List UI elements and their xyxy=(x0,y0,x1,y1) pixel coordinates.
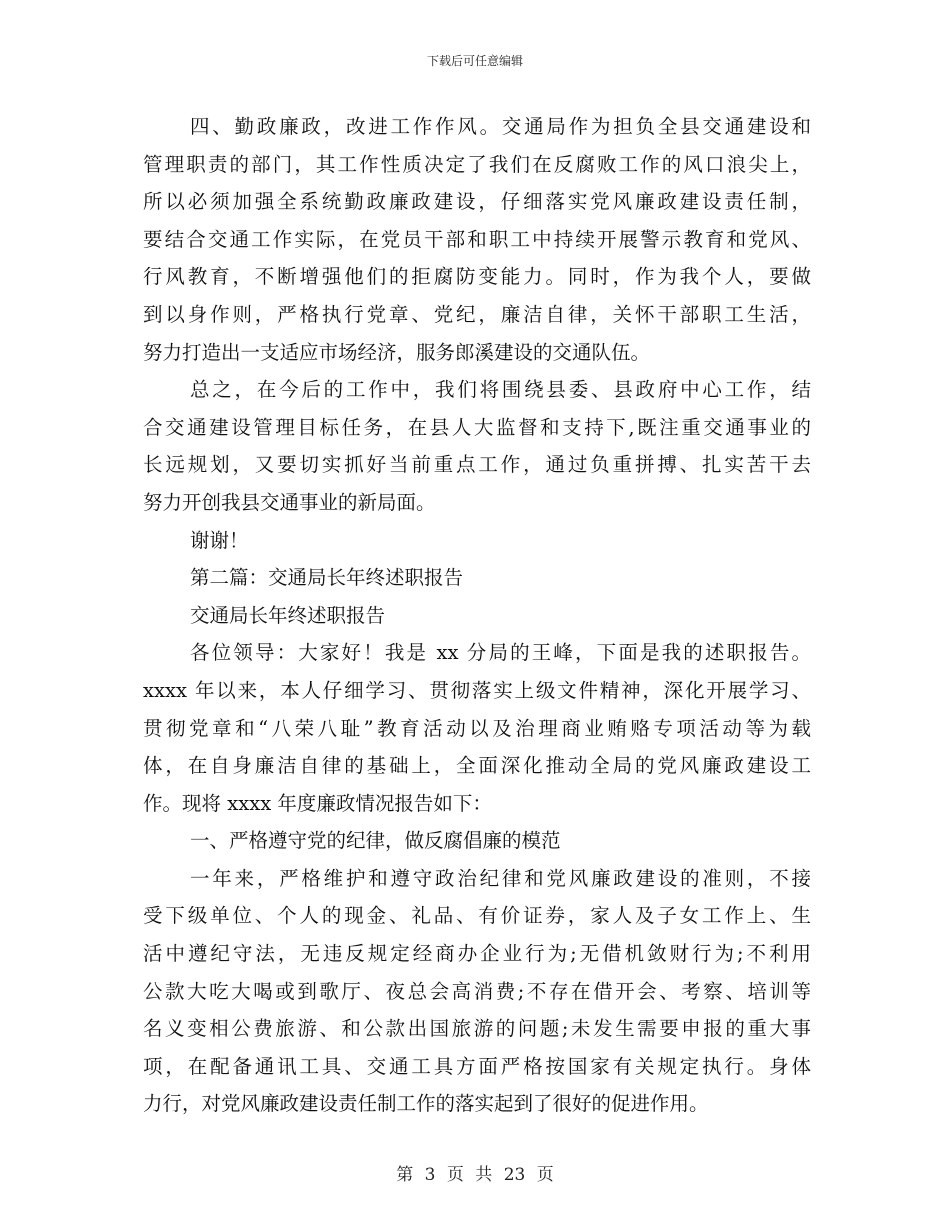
text-line: 作。现将 xxxx 年度廉政情况报告如下： xyxy=(143,791,492,815)
page-number: 第 3 页 共 23 页 xyxy=(396,1165,554,1185)
text-line: 名义变相公费旅游、和公款出国旅游的问题;未发生需要申报的重大事 xyxy=(143,1017,811,1041)
text-line: 谢谢！ xyxy=(190,528,249,552)
text-line: 努力打造出一支适应市场经济，服务郎溪建设的交通队伍。 xyxy=(143,340,651,364)
text-line: 合交通建设管理目标任务，在县人大监督和支持下,既注重交通事业的 xyxy=(143,415,811,439)
text-line: 管理职责的部门，其工作性质决定了我们在反腐败工作的风口浪尖上， xyxy=(143,152,811,176)
text-line: 贯彻党章和“八荣八耻”教育活动以及治理商业贿赂专项活动等为载 xyxy=(143,716,811,740)
text-line: 努力开创我县交通事业的新局面。 xyxy=(143,490,436,514)
text-line: 总之，在今后的工作中，我们将围绕县委、县政府中心工作，结 xyxy=(190,378,811,402)
text-line: 体，在自身廉洁自律的基础上，全面深化推动全局的党风廉政建设工 xyxy=(143,754,811,778)
text-line: 项，在配备通讯工具、交通工具方面严格按国家有关规定执行。身体 xyxy=(143,1054,811,1078)
text-line: xxxx 年以来，本人仔细学习、贯彻落实上级文件精神，深化开展学习、 xyxy=(143,678,811,702)
text-line: 活中遵纪守法，无违反规定经商办企业行为;无借机敛财行为;不利用 xyxy=(143,942,811,966)
report-title: 交通局长年终述职报告 xyxy=(190,603,386,627)
text-line: 受下级单位、个人的现金、礼品、有价证券，家人及子女工作上、生 xyxy=(143,904,811,928)
text-line: 到以身作则，严格执行党章、党纪，廉洁自律，关怀干部职工生活， xyxy=(143,302,811,326)
text-line: 所以必须加强全系统勤政廉政建设，仔细落实党风廉政建设责任制， xyxy=(143,190,811,214)
document-body xyxy=(143,108,811,1123)
text-line: 各位领导：大家好！我是 xx 分局的王峰，下面是我的述职报告。 xyxy=(190,641,811,665)
subsection-title: 一、严格遵守党的纪律，做反腐倡廉的模范 xyxy=(190,829,561,853)
page-header: 下载后可任意编辑 xyxy=(426,54,523,68)
text-line: 公款大吃大喝或到歌厅、夜总会高消费;不存在借开会、考察、培训等 xyxy=(143,979,811,1003)
text-line: 长远规划，又要切实抓好当前重点工作，通过负重拼搏、扎实苦干去 xyxy=(143,453,811,477)
text-line: 要结合交通工作实际，在党员干部和职工中持续开展警示教育和党风、 xyxy=(143,227,811,251)
text-line: 一年来，严格维护和遵守政治纪律和党风廉政建设的准则，不接 xyxy=(190,866,811,890)
text-line: 行风教育，不断增强他们的拒腐防变能力。同时，作为我个人，要做 xyxy=(143,265,811,289)
text-line: 四、勤政廉政，改进工作作风。交通局作为担负全县交通建设和 xyxy=(190,115,811,138)
text-line: 力行，对党风廉政建设责任制工作的落实起到了很好的促进作用。 xyxy=(143,1092,709,1116)
section-title: 第二篇：交通局长年终述职报告 xyxy=(190,566,464,590)
